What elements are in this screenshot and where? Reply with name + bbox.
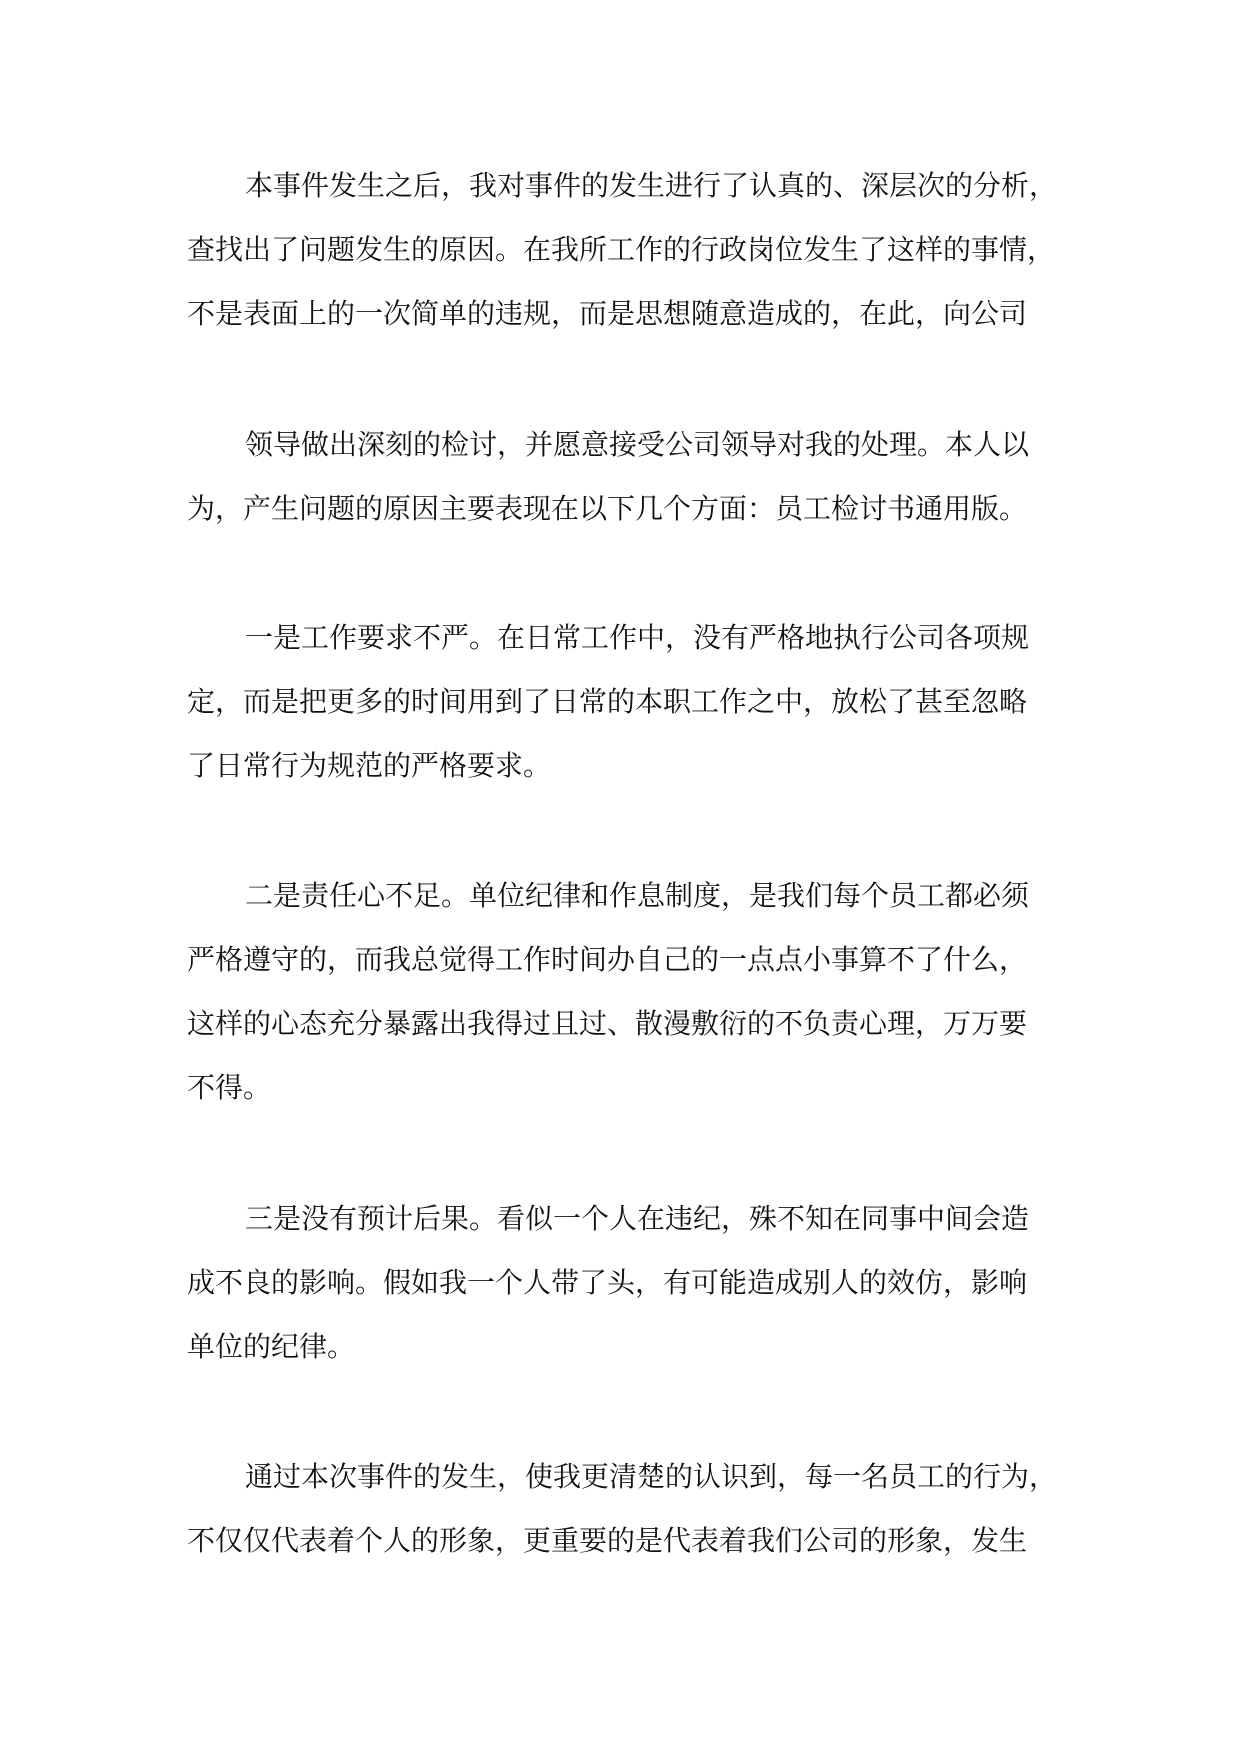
text-line: 不是表面上的一次简单的违规，而是思想随意造成的，在此，向公司	[187, 297, 1028, 330]
text-line: 查找出了问题发生的原因。在我所工作的行政岗位发生了这样的事情，	[187, 233, 1056, 266]
text-line: 不仅仅代表着个人的形象，更重要的是代表着我们公司的形象，发生	[187, 1524, 1028, 1557]
text-line: 这样的心态充分暴露出我得过且过、散漫敷衍的不负责心理，万万要	[187, 1007, 1028, 1040]
text-line: 了日常行为规范的严格要求。	[187, 749, 552, 782]
text-line: 严格遵守的，而我总觉得工作时间办自己的一点点小事算不了什么，	[187, 943, 1028, 976]
text-line: 通过本次事件的发生，使我更清楚的认识到，每一名员工的行为，	[245, 1460, 1058, 1493]
text-line: 为，产生问题的原因主要表现在以下几个方面：员工检讨书通用版。	[187, 492, 1028, 525]
paragraph-6	[187, 1445, 1087, 1573]
text-line: 成不良的影响。假如我一个人带了头，有可能造成别人的效仿，影响	[187, 1266, 1028, 1299]
paragraph-2	[187, 413, 1087, 541]
text-line: 领导做出深刻的检讨，并愿意接受公司领导对我的处理。本人以	[245, 428, 1030, 461]
text-line: 定，而是把更多的时间用到了日常的本职工作之中，放松了甚至忽略	[187, 685, 1028, 718]
text-line: 本事件发生之后，我对事件的发生进行了认真的、深层次的分析，	[245, 169, 1058, 202]
text-line: 一是工作要求不严。在日常工作中，没有严格地执行公司各项规	[245, 621, 1030, 654]
text-line: 二是责任心不足。单位纪律和作息制度，是我们每个员工都必须	[245, 879, 1030, 912]
text-line: 三是没有预计后果。看似一个人在违纪，殊不知在同事中间会造	[245, 1202, 1030, 1235]
text-line: 单位的纪律。	[187, 1330, 356, 1363]
paragraph-5	[187, 1187, 1087, 1379]
paragraph-4	[187, 864, 1087, 1120]
paragraph-1	[187, 154, 1087, 346]
text-line: 不得。	[187, 1071, 272, 1104]
paragraph-3	[187, 606, 1087, 798]
